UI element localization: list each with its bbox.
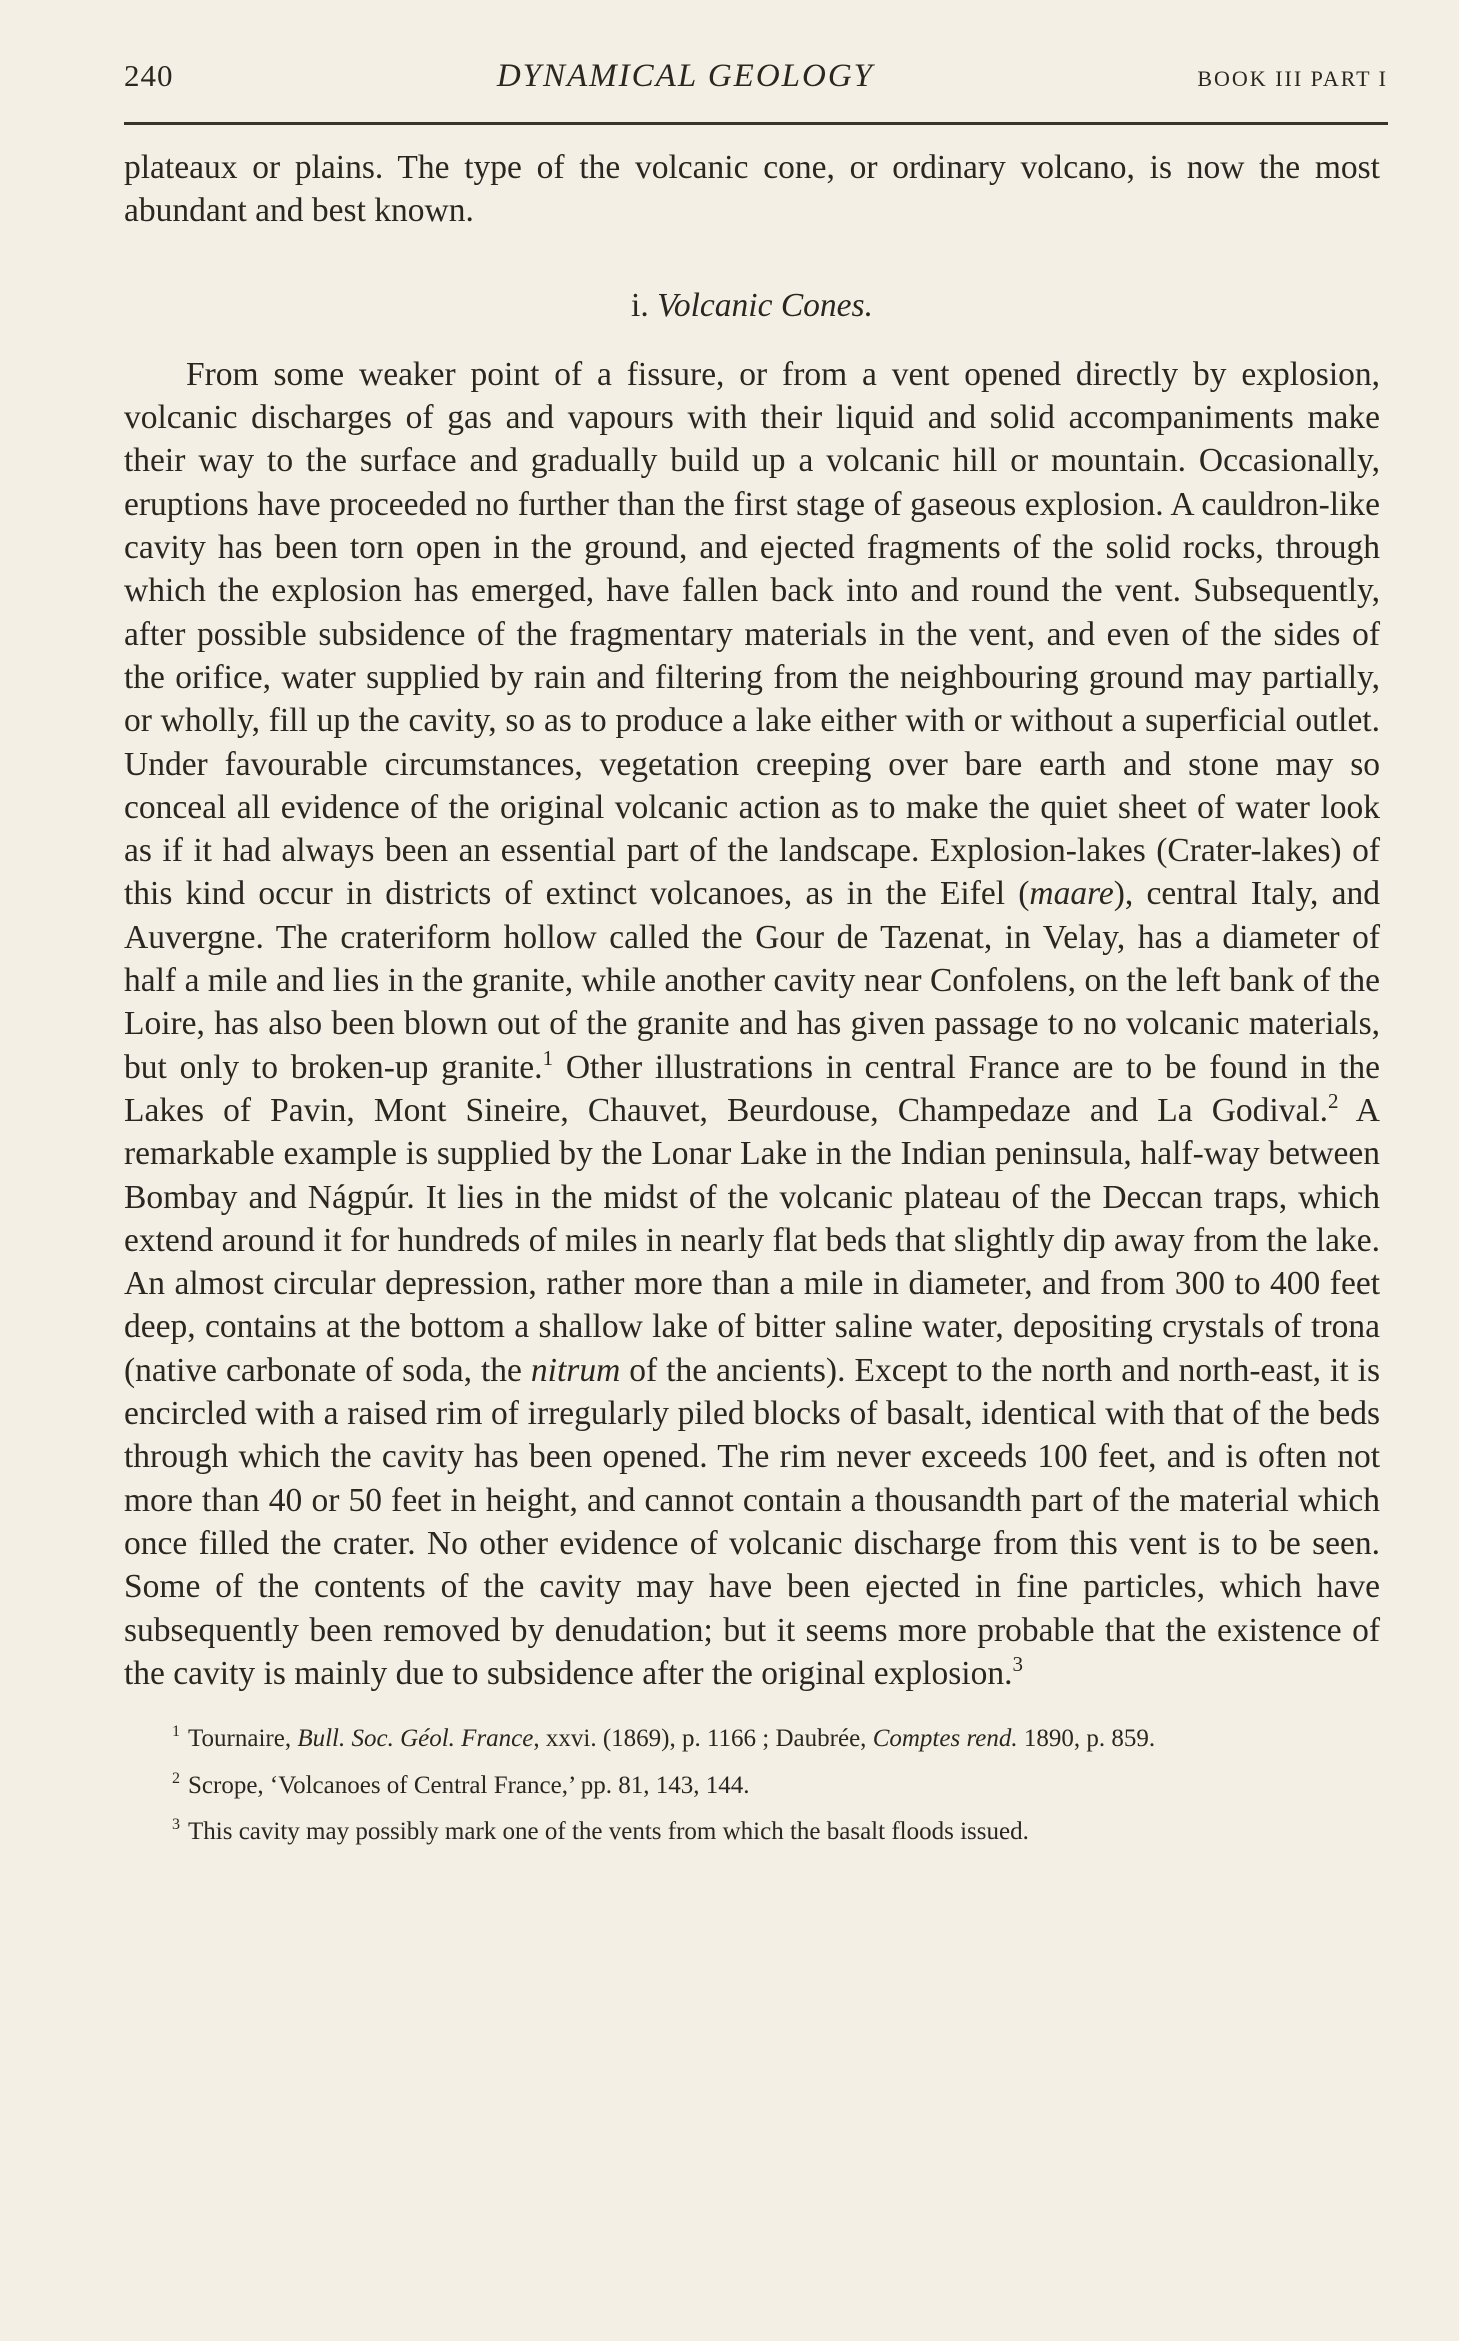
main-paragraph [124, 353, 1380, 1695]
footnotes [124, 1715, 1380, 1849]
paragraph-text: From some weaker point of a fissure, or from a vent opened directly by explosion, volcanic discharges of gas and vapours with their liquid and solid accompaniments make their way to the surface and gradually build up a volcanic hill or mountain. Occasionally, eruptions have proceeded no further than the first stage of gaseous explosion. A cauldron-like cavity has been torn open in the ground, and ejected fragments of the solid rocks, through which the explosion has emerged, have fallen back into and round the vent. Subsequently, after possible subsidence of the fragmentary materials in the vent, and even of the sides of the orifice, water supplied by rain and filtering from the neighbouring ground may partially, or wholly, fill up the cavity, so as to produce a lake either with or without a superficial outlet. Under favourable circumstances, vegetation creeping over bare earth and stone may so conceal all evidence of the original volcanic action as to make the quiet sheet of water look as if it had always been an essential part of the landscape. Explosion-lakes (Crater-lakes) of this kind occur in districts of extinct volcanoes, as in the Eifel ( [124, 355, 1380, 913]
footnote-text: , xxvi. (1869), p. 1166 ; Daubrée, [533, 1725, 873, 1753]
footnote-text: Tournaire, [188, 1725, 298, 1753]
page-header [124, 58, 1388, 108]
paragraph-text: A remarkable example is supplied by the Lonar Lake in the Indian peninsula, half-way between Bombay and Nágpúr. It lies in the midst of the volcanic plateau of the Deccan traps, which extend around it for hundreds of miles in nearly flat beds that slightly dip away from the lake. An almost circular depression, rather more than a mile in diameter, and from 300 to 400 feet deep, contains at the bottom a shallow lake of bitter saline water, depositing crystals of trona (native carbonate of soda, the [124, 1091, 1380, 1389]
footnote-text: 1890, p. 859. [1017, 1725, 1156, 1753]
paragraph-text: ), central Italy, and Auvergne. The crateriform hollow called the Gour de Tazenat, in Velay, has a diameter of half a mile and lies in the granite, while another cavity near Confolens, on the left bank of the Loire, has also been blown out of the granite and has given passage to no volcanic materials, but only to broken-up granite. [124, 875, 1380, 1086]
footnote-2 [124, 1762, 1380, 1803]
intro-paragraph: plateaux or plains. The type of the volcanic cone, or ordinary volcano, is now the most abundant and best known. [124, 149, 1380, 230]
book-part-label: BOOK III PART I [1197, 66, 1388, 91]
footnote-text: This cavity may possibly mark one of the vents from which the basalt floods issued. [188, 1818, 1029, 1846]
paragraph-text: of the ancients). Except to the north and north-east, it is encircled with a raised rim of irregularly piled blocks of basalt, identical with that of the beds through which the cavity has been opened. The rim never exceeds 100 feet, and is often not more than 40 or 50 feet in height, and cannot contain a thousandth part of the material which once filled the crater. No other evidence of volcanic discharge from this vent is to be seen. Some of the contents of the cavity may have been ejected in fine particles, which have subsequently been removed by denudation; but it seems more probable that the existence of the cavity is mainly due to subsidence after the original explosion. [124, 1351, 1380, 1692]
header-rule [124, 122, 1388, 125]
journal-title: Comptes rend. [872, 1725, 1018, 1753]
footnote-text: Scrope, ‘Volcanoes of Central France,’ pp. 81, 143, 144. [188, 1771, 750, 1799]
journal-title: Bull. Soc. Géol. France [297, 1725, 534, 1753]
italic-term-nitrum: nitrum [530, 1351, 621, 1389]
footnote-mark: 1 [172, 1723, 180, 1741]
footnote-3 [124, 1808, 1380, 1849]
footnote-ref-3[interactable]: 3 [1012, 1651, 1023, 1676]
page-number: 240 [124, 58, 174, 93]
body-text [124, 146, 1380, 1855]
section-heading [124, 284, 1380, 327]
footnote-mark: 2 [172, 1769, 180, 1787]
footnote-mark: 3 [172, 1816, 180, 1834]
footnote-ref-2[interactable]: 2 [1328, 1088, 1339, 1113]
running-title: DYNAMICAL GEOLOGY [496, 58, 875, 94]
section-number: i. [631, 286, 649, 324]
footnote-1 [124, 1715, 1380, 1756]
footnote-ref-1[interactable]: 1 [542, 1045, 554, 1070]
paragraph-text: Other illustrations in central France are to be found in the Lakes of Pavin, Mont Sineire, Chauvet, Beurdouse, Champedaze and La Godival. [124, 1048, 1380, 1129]
italic-term-maare: maare [1029, 875, 1114, 913]
section-title: Volcanic Cones. [657, 286, 873, 324]
